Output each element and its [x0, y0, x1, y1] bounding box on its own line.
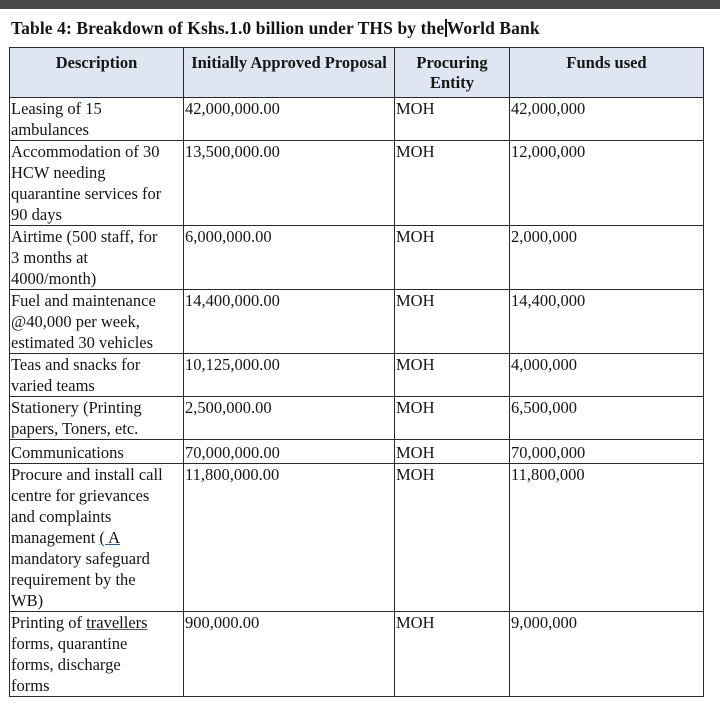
cell-description: Leasing of 15 ambulances [10, 98, 184, 141]
desc-text: Procure and install call centre for grievances and complaints management [11, 465, 163, 547]
desc-text: mandatory safeguard requirement by the WB) [11, 549, 150, 610]
cell-description: Airtime (500 staff, for 3 months at 4000/month) [10, 226, 184, 290]
cell-funds: 14,400,000 [510, 290, 704, 354]
cell-proposal: 10,125,000.00 [184, 354, 395, 397]
breakdown-table [9, 47, 704, 697]
table-row [10, 290, 704, 354]
cell-entity: MOH [395, 612, 510, 697]
caption-text: Table 4: Breakdown of Kshs.1.0 billion under THS by the [11, 18, 445, 38]
cell-description: Communications [10, 440, 184, 464]
cell-proposal: 14,400,000.00 [184, 290, 395, 354]
cell-funds: 12,000,000 [510, 141, 704, 226]
cell-funds: 4,000,000 [510, 354, 704, 397]
desc-text: forms, quarantine forms, discharge forms [11, 634, 128, 695]
underlined-text: ( A [99, 528, 121, 547]
cell-description: Accommodation of 30 HCW needing quarantine services for 90 days [10, 141, 184, 226]
table-row [10, 440, 704, 464]
cell-proposal: 6,000,000.00 [184, 226, 395, 290]
cell-proposal: 70,000,000.00 [184, 440, 395, 464]
cell-entity: MOH [395, 440, 510, 464]
cell-description: Teas and snacks for varied teams [10, 354, 184, 397]
table-row [10, 397, 704, 440]
cell-entity: MOH [395, 141, 510, 226]
caption-text-end: World Bank [446, 18, 540, 38]
cell-description: Fuel and maintenance @40,000 per week, estimated 30 vehicles [10, 290, 184, 354]
cell-entity: MOH [395, 290, 510, 354]
table-row [10, 612, 704, 697]
cell-description [10, 612, 184, 697]
cell-entity: MOH [395, 397, 510, 440]
cell-entity: MOH [395, 354, 510, 397]
header-funds: Funds used [510, 48, 704, 98]
cell-funds: 6,500,000 [510, 397, 704, 440]
cell-funds: 11,800,000 [510, 464, 704, 612]
table-row [10, 98, 704, 141]
cell-funds: 70,000,000 [510, 440, 704, 464]
cell-proposal: 11,800,000.00 [184, 464, 395, 612]
table-caption [11, 18, 540, 39]
table-row [10, 354, 704, 397]
header-row [10, 48, 704, 98]
cell-description: Stationery (Printing papers, Toners, etc. [10, 397, 184, 440]
table-row [10, 464, 704, 612]
cell-funds: 2,000,000 [510, 226, 704, 290]
table-row [10, 226, 704, 290]
cell-proposal: 2,500,000.00 [184, 397, 395, 440]
cell-entity: MOH [395, 98, 510, 141]
header-entity: Procuring Entity [395, 48, 510, 98]
cell-proposal: 13,500,000.00 [184, 141, 395, 226]
window-top-bar [0, 0, 720, 9]
cell-proposal: 900,000.00 [184, 612, 395, 697]
header-description: Description [10, 48, 184, 98]
cell-funds: 9,000,000 [510, 612, 704, 697]
header-proposal: Initially Approved Proposal [184, 48, 395, 98]
cell-funds: 42,000,000 [510, 98, 704, 141]
cell-proposal: 42,000,000.00 [184, 98, 395, 141]
cell-description [10, 464, 184, 612]
table-row [10, 141, 704, 226]
cell-entity: MOH [395, 464, 510, 612]
underlined-text: travellers [86, 613, 148, 632]
cell-entity: MOH [395, 226, 510, 290]
desc-text: Printing of [11, 613, 87, 632]
